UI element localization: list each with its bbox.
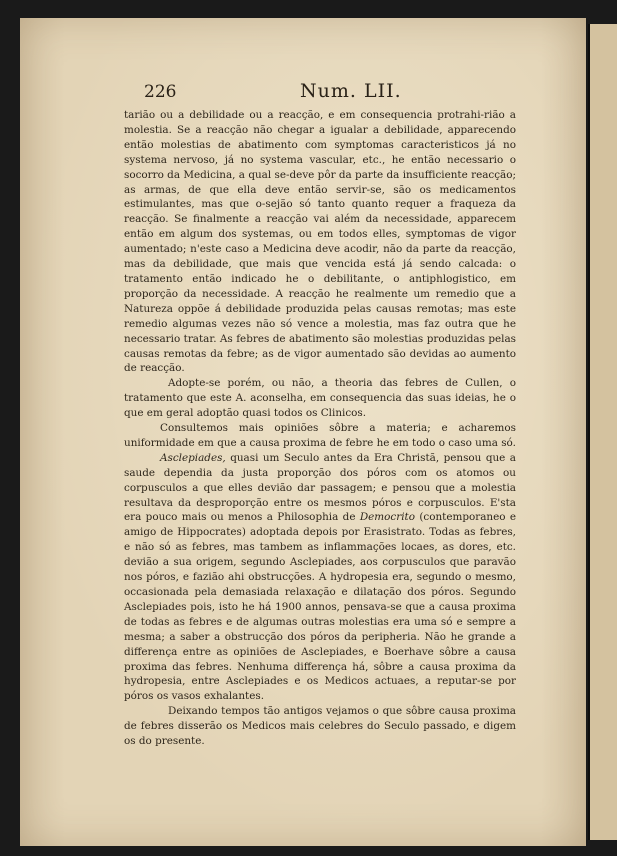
running-head: Num. LII. [300, 80, 402, 102]
name-asclepiades: Asclepiades, [160, 451, 226, 464]
adjacent-page-edge [588, 24, 617, 840]
paragraph-5: Deixando tempos tão antigos vejamos o que sôbre causa proxima de febres disserão os Medicos mais celebres do Seculo passado, e digem os do presente. [124, 705, 516, 748]
paragraph-4-text-a: quasi um Seculo antes da Era Christã, pensou que a saude dependia da justa proporção dos póros com os atomos ou corpusculos a que elles devião dar passagem; e pensou que a molestia resultava da desproporção entre os mesmos póros e corpusculos. E'sta era pouco mais ou menos a Philosophia de [124, 451, 516, 524]
name-democrito: Democrito [359, 511, 415, 524]
page-header [20, 78, 586, 108]
paragraph-4-text-b: (contemporaneo e amigo de Hippocrates) adoptada depois por Erasistrato. Todas as febres, e não só as febres, mas tambem as inflammações locaes, as dores, etc. devião a sua origem, segundo Asclepiades, aos corpusculos que paravão nos póros, e fazião ahi obstrucções. A hydropesia era, segundo o mesmo, occasionada pela demasiada relaxação e dilatação dos póros. Segundo Asclepiades pois, isto he há 1900 annos, pensava-se que a causa proxima de todas as febres e de algumas outras molestias era uma só e sempre a mesma; a saber a obstrucção dos póros da peripheria. Não he grande a differença entre as opiniões de Asclepiades, e Boerhave sôbre a causa proxima das febres. Nenhuma differença há, sôbre a causa proxima da hydropesia, entre Asclepiades e os Medicos actuaes, a reputar-se por póros os vasos exhalantes. [124, 511, 517, 703]
page-number: 226 [144, 82, 177, 102]
paragraph-3: Consultemos mais opiniões sôbre a materia; e acharemos uniformidade em que a causa proxima de febre he em todo o caso uma só. [124, 422, 516, 449]
paragraph-1: tarião ou a debilidade ou a reacção, e em consequencia protrahi-rião a molestia. Se a reacção não chegar a igualar a debilidade, apparecendo então molestias de abatimento com symptomas caracteristicos já no systema nervoso, já no systema vascular, etc., he então necessario o socorro da Medicina, a qual se-deve pôr da parte da insufficiente reacção; as armas, de que ella deve então servir-se, são os medicamentos estimulantes, mas que o-sejão só tanto quanto requer a fraqueza da reacção. Se finalmente a reacção vai além da necessidade, apparecem então em algum dos systemas, ou em todos elles, symptomas de vigor aumentado; n'este caso a Medicina deve acodir, não da parte da reacção, mas da debilidade, que mais que vencida está já sendo calcada: o tratamento então indicado he o debilitante, o antiphlogistico, em proporção da necessidade. A reacção he realmente um remedio que a Natureza oppõe á debilidade produzida pelas causas remotas; mas este remedio algumas vezes não só vence a molestia, mas faz outra que he necessario tratar. As febres de abatimento são molestias produzidas pelas causas remotas da febre; as de vigor aumentado são devidas ao aumento de reacção. [124, 109, 516, 375]
paragraph-2: Adopte-se porém, ou não, a theoria das febres de Cullen, o tratamento que este A. aconselha, em consequencia das suas ideias, he o que em geral adoptão quasi todos os Clinicos. [124, 377, 516, 420]
paragraph-4 [124, 451, 516, 704]
body-text [124, 108, 516, 749]
